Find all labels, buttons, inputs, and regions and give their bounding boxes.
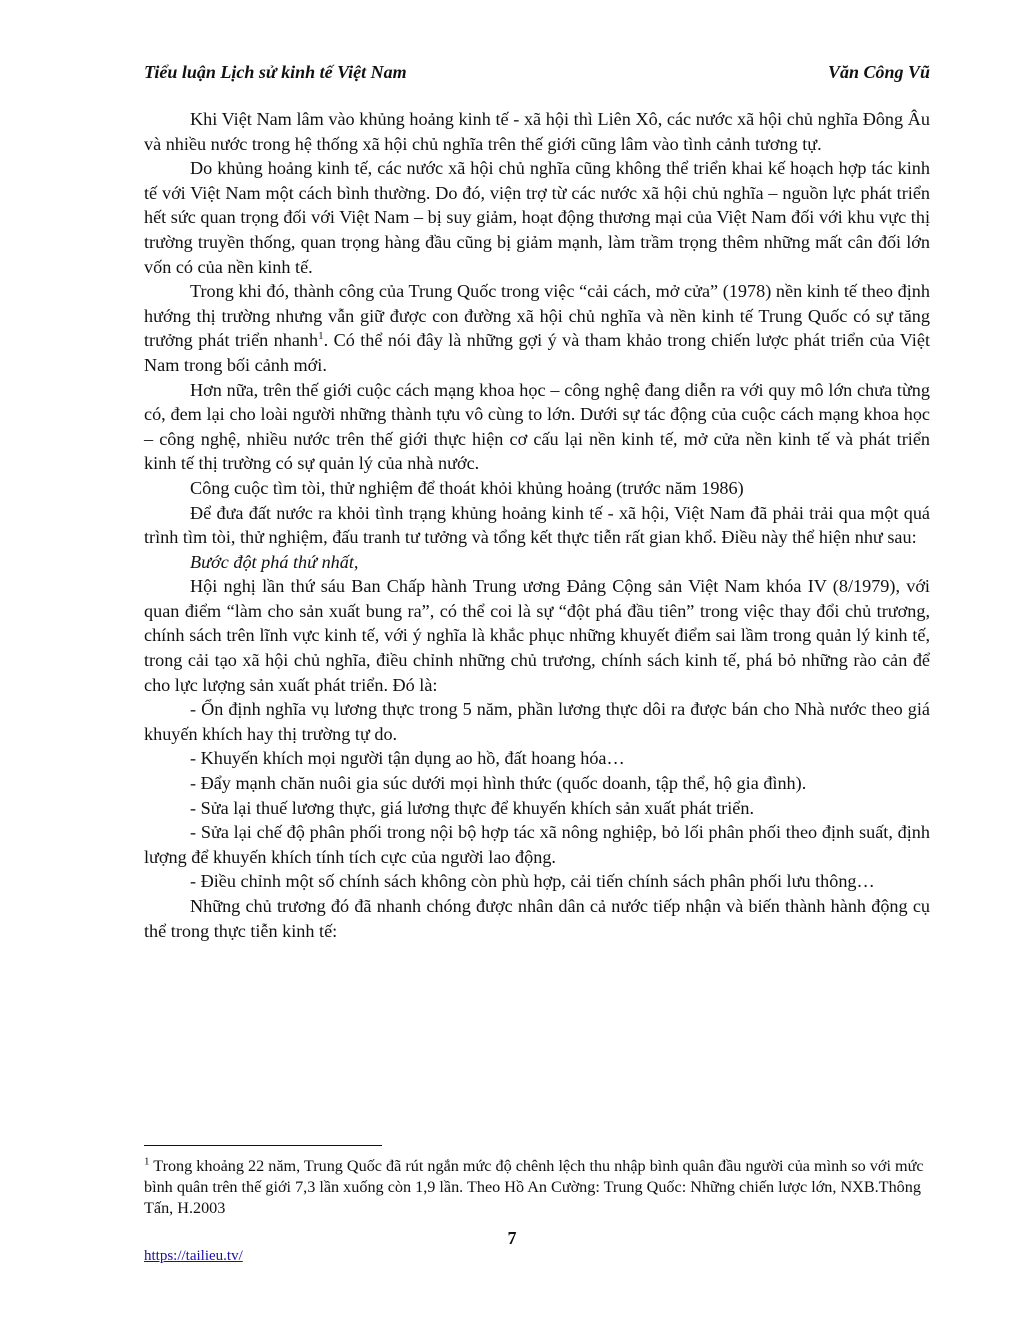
- source-link[interactable]: https://tailieu.tv/: [144, 1248, 243, 1264]
- list-item: - Sửa lại thuế lương thực, giá lương thực để khuyến khích sản xuất phát triển.: [190, 797, 755, 818]
- list-item: - Ổn định nghĩa vụ lương thực trong 5 năm, phần lương thực dôi ra được bán cho Nhà nước theo giá khuyến khích hay thị trường tự do.: [144, 699, 930, 744]
- section-heading: Công cuộc tìm tòi, thử nghiệm để thoát khỏi khủng hoảng (trước năm 1986): [190, 477, 744, 498]
- footnote-text: Trong khoảng 22 năm, Trung Quốc đã rút ngắn mức độ chênh lệch thu nhập bình quân đầu người của mình so với mức bình quân trên thế giới 7,3 lần xuống còn 1,9 lần. Theo Hồ An Cường: Trung Quốc: Những chiến lược lớn, NXB.Thông Tấn, H.2003: [144, 1157, 924, 1217]
- list-item: - Điều chỉnh một số chính sách không còn phù hợp, cải tiến chính sách phân phối lưu thông…: [190, 871, 875, 892]
- header-author: Văn Công Vũ: [827, 62, 930, 82]
- footnote-divider: [144, 1145, 382, 1146]
- footnote-marker: 1: [144, 1155, 150, 1168]
- body-text: [144, 107, 930, 943]
- paragraph: Để đưa đất nước ra khỏi tình trạng khủng hoảng kinh tế - xã hội, Việt Nam đã phải trải qua một quá trình tìm tòi, thử nghiệm, đấu tranh tư tưởng và tổng kết thực tiễn rất gian khổ. Điều này thể hiện như sau:: [144, 502, 930, 548]
- list-item: - Sửa lại chế độ phân phối trong nội bộ hợp tác xã nông nghiệp, bỏ lối phân phối theo định suất, định lượng để khuyến khích tính tích cực của người lao động.: [144, 822, 930, 867]
- paragraph: Khi Việt Nam lâm vào khủng hoảng kinh tế - xã hội thì Liên Xô, các nước xã hội chủ nghĩa Đông Âu và nhiều nước trong hệ thống xã hội chủ nghĩa trên thế giới cũng lâm vào tình cảnh tương tự.: [144, 109, 930, 154]
- list-item: - Đẩy mạnh chăn nuôi gia súc dưới mọi hình thức (quốc doanh, tập thể, hộ gia đình).: [190, 773, 807, 794]
- subsection-heading: Bước đột phá thứ nhất,: [190, 551, 359, 572]
- footnote: [144, 1156, 930, 1219]
- paragraph: Do khủng hoảng kinh tế, các nước xã hội chủ nghĩa cũng không thể triển khai kế hoạch hợp tác kinh tế với Việt Nam một cách bình thường. Do đó, viện trợ từ các nước xã hội chủ nghĩa – nguồn lực phát triển hết sức quan trọng đối với Việt Nam – bị suy giảm, hoạt động thương mại của Việt Nam đối với khu vực thị trường truyền thống, quan trọng hàng đầu cũng bị giảm mạnh, làm trầm trọng thêm những mất cân đối lớn vốn có của nền kinh tế.: [144, 158, 930, 277]
- header-title: Tiểu luận Lịch sử kinh tế Việt Nam: [144, 62, 407, 82]
- paragraph-text: Trong khi đó, thành công của Trung Quốc trong việc “cải cách, mở cửa” (1978) nền kinh tế theo định hướng thị trường nhưng vẫn giữ được con đường xã hội chủ nghĩa và nền kinh tế Trung Quốc có sự tăng trưởng phát triển nhanh: [144, 281, 930, 351]
- footnote-reference: 1: [318, 330, 324, 343]
- paragraph-text: . Có thể nói đây là những gợi ý và tham khảo trong chiến lược phát triển của Việt Nam trong bối cảnh mới.: [144, 330, 930, 375]
- paragraph-with-footnote-ref: [144, 279, 930, 377]
- page-header: [144, 62, 930, 83]
- paragraph: Những chủ trương đó đã nhanh chóng được nhân dân cả nước tiếp nhận và biến thành hành động cụ thể trong thực tiễn kinh tế:: [144, 896, 930, 941]
- paragraph: Hơn nữa, trên thế giới cuộc cách mạng khoa học – công nghệ đang diễn ra với quy mô lớn chưa từng có, đem lại cho loài người những thành tựu vô cùng to lớn. Dưới sự tác động của cuộc cách mạng khoa học – công nghệ, nhiều nước trên thế giới thực hiện cơ cấu lại nền kinh tế, mở cửa nền kinh tế và phát triển kinh tế thị trường có sự quản lý của nhà nước.: [144, 379, 930, 474]
- page-number: 7: [507, 1228, 517, 1248]
- paragraph: Hội nghị lần thứ sáu Ban Chấp hành Trung ương Đảng Cộng sản Việt Nam khóa IV (8/1979), với quan điểm “làm cho sản xuất bung ra”, có thể coi là sự “đột phá đầu tiên” trong việc thay đổi chủ trương, chính sách trên lĩnh vực kinh tế, với ý nghĩa là khắc phục những khuyết điểm sai lầm trong quản lý kinh tế, trong cải tạo xã hội chủ nghĩa, điều chỉnh những chủ trương, chính sách kinh tế, phá bỏ những rào cản để cho lực lượng sản xuất phát triển. Đó là:: [144, 576, 930, 695]
- footnote-paragraph: [144, 1156, 930, 1219]
- list-item: - Khuyến khích mọi người tận dụng ao hồ, đất hoang hóa…: [190, 748, 625, 769]
